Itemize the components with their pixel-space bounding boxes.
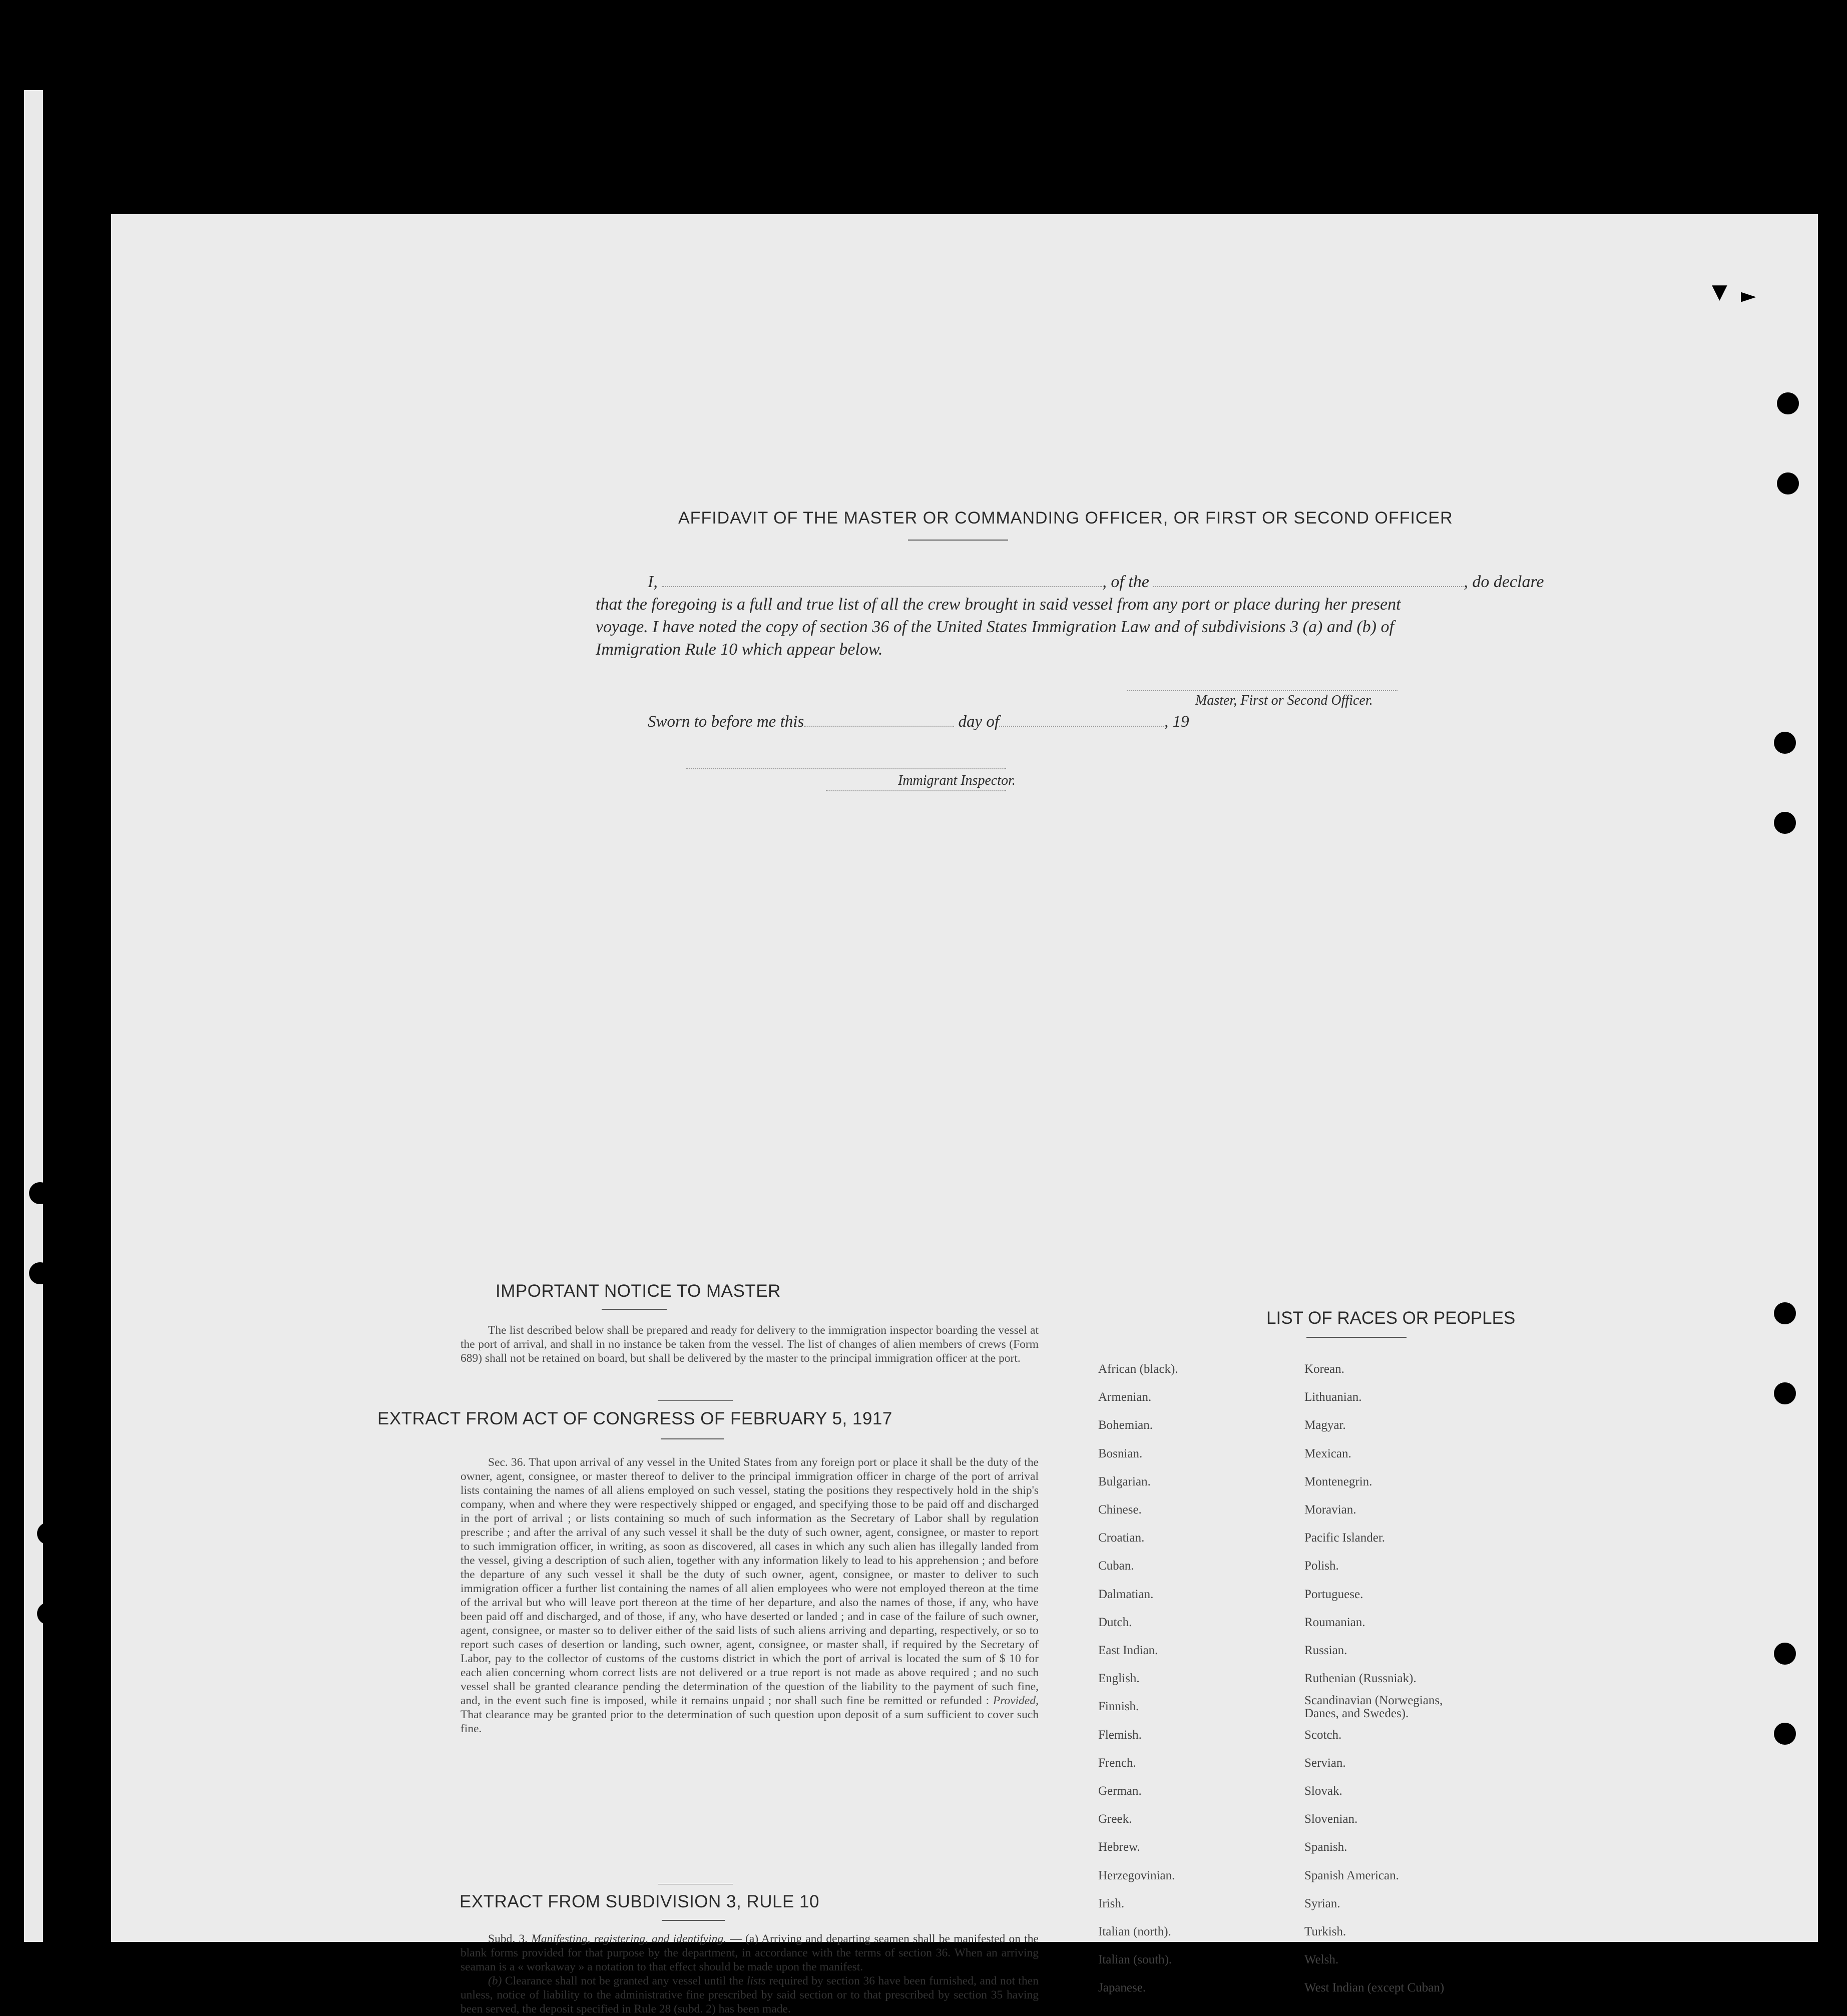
race-item: Polish. xyxy=(1304,1559,1339,1573)
race-item: Pacific Islander. xyxy=(1304,1531,1386,1545)
binder-hole xyxy=(1774,1382,1796,1404)
race-item: Ruthenian (Russniak). xyxy=(1304,1672,1417,1686)
race-item: Bohemian. xyxy=(1098,1418,1153,1432)
race-item: Korean. xyxy=(1304,1362,1344,1376)
race-item: Herzegovinian. xyxy=(1098,1868,1175,1882)
race-item: Bulgarian. xyxy=(1098,1474,1151,1488)
race-item: Russian. xyxy=(1304,1644,1347,1657)
rule-text xyxy=(460,1932,1039,2016)
sec-label: Sec. 36. xyxy=(488,1456,526,1469)
subd-heading: Manifesting, registering, and identifying. xyxy=(531,1932,726,1945)
race-item: Montenegrin. xyxy=(1304,1474,1372,1488)
notice-underline xyxy=(602,1309,667,1310)
left-binding-strip xyxy=(24,90,43,1942)
race-item: German. xyxy=(1098,1784,1142,1798)
rule-paragraph-b xyxy=(460,1974,1039,2016)
subd-label: Subd. 3. xyxy=(488,1932,528,1945)
declare-label: , do declare xyxy=(1464,573,1544,591)
race-item: Portuguese. xyxy=(1304,1587,1363,1601)
binder-hole xyxy=(29,1262,51,1284)
notice-title: IMPORTANT NOTICE TO MASTER xyxy=(496,1281,781,1301)
master-signature-label: Master, First or Second Officer. xyxy=(1195,693,1373,708)
race-item: Dutch. xyxy=(1098,1615,1132,1629)
race-item: Croatian. xyxy=(1098,1531,1145,1545)
master-signature-line[interactable] xyxy=(1127,690,1398,691)
race-item: Italian (south). xyxy=(1098,1953,1172,1967)
race-item: West Indian (except Cuban) xyxy=(1304,1981,1445,1995)
section-divider xyxy=(658,1400,733,1401)
race-item: Roumanian. xyxy=(1304,1615,1365,1629)
title-underline xyxy=(908,540,1008,541)
race-item: Lithuanian. xyxy=(1304,1390,1362,1404)
race-item: Chinese. xyxy=(1098,1503,1142,1517)
declaration-line-1 xyxy=(596,571,1547,593)
binder-hole xyxy=(1774,1643,1796,1665)
race-item: Slovak. xyxy=(1304,1784,1342,1798)
act-title: EXTRACT FROM ACT OF CONGRESS OF FEBRUARY 5, 1917 xyxy=(377,1409,892,1428)
triangle-pointer-icon: ▼ xyxy=(1712,280,1727,303)
race-item: Welsh. xyxy=(1304,1953,1339,1967)
binder-hole xyxy=(1774,812,1796,834)
race-item: Cuban. xyxy=(1098,1559,1134,1573)
inspector-label: Immigrant Inspector. xyxy=(898,773,1016,788)
race-item: Mexican. xyxy=(1304,1446,1351,1460)
race-item: Spanish American. xyxy=(1304,1868,1399,1882)
of-the-label: , of the xyxy=(1102,573,1149,591)
race-item: Finnish. xyxy=(1098,1700,1139,1714)
races-underline xyxy=(1306,1337,1407,1338)
binder-hole xyxy=(37,1523,59,1545)
notice-paragraph: The list described below shall be prepared and ready for delivery to the immigration inspector boarding the vessel at the port of arrival, and shall in no instance be taken from the vessel. The list of changes of alien members of crews (Form 689) shall not be retained on board, but shall be delivered by the master to the principal immigration officer at the port. xyxy=(460,1324,1039,1365)
race-item: Armenian. xyxy=(1098,1390,1152,1404)
act-underline xyxy=(661,1438,724,1439)
race-item: Italian (north). xyxy=(1098,1925,1171,1938)
affidavit-title: AFFIDAVIT OF THE MASTER OR COMMANDING OFFICER, OR FIRST OR SECOND OFFICER xyxy=(678,509,1453,528)
b-label: (b) xyxy=(488,1974,502,1987)
inspector-signature-line[interactable] xyxy=(686,768,1006,769)
sworn-day-field[interactable] xyxy=(804,725,954,727)
b-text-1: Clearance shall not be granted any vessel until the xyxy=(505,1974,744,1987)
race-item: Irish. xyxy=(1098,1896,1125,1910)
binder-hole xyxy=(1774,732,1796,754)
rule-title: EXTRACT FROM SUBDIVISION 3, RULE 10 xyxy=(459,1892,819,1911)
act-text xyxy=(460,1455,1039,1736)
race-item: Turkish. xyxy=(1304,1925,1346,1938)
sworn-label: Sworn to before me this xyxy=(648,713,804,731)
race-item: Scandinavian (Norwegians, xyxy=(1304,1694,1443,1708)
binder-hole xyxy=(37,1603,59,1625)
binder-hole xyxy=(1774,1723,1796,1745)
race-item: Greek. xyxy=(1098,1812,1132,1826)
race-item: Hebrew. xyxy=(1098,1840,1140,1854)
declaration-line-4: Immigration Rule 10 which appear below. xyxy=(596,640,883,659)
a-text: Arriving and departing seamen shall be manifested on the blank forms provided for that purpose by the department, in accordance with the terms of section 36. When an arriving seaman is a « workaway » a notation to that effect should be made upon the manifest. xyxy=(460,1932,1039,1973)
race-item: East Indian. xyxy=(1098,1644,1158,1657)
binder-hole xyxy=(1777,392,1799,414)
race-item: Spanish. xyxy=(1304,1840,1347,1854)
declaration-line-2: that the foregoing is a full and true list of all the crew brought in said vessel from any port or place during her present xyxy=(596,595,1401,614)
race-item: Magyar. xyxy=(1304,1418,1346,1432)
vessel-name-field[interactable] xyxy=(1153,586,1464,587)
act-text-end: That clearance may be granted prior to the determination of such question upon deposit of a sum sufficient to cover such fine. xyxy=(460,1708,1039,1735)
race-item: French. xyxy=(1098,1756,1136,1770)
act-text-body: That upon arrival of any vessel in the United States from any foreign port or place it shall be the duty of the owner, agent, consignee, or master thereof to deliver to the principal immigration officer in charge of the port of arrival lists containing the names of all aliens employed on such vessel, stating the positions they respectively hold in the ship's company, when and where they were respectively shipped or engaged, and specifying those to be paid off and discharged in the port of arrival ; or lists containing so much of such information as the Secretary of Labor shall by regulation prescribe ; and after the arrival of any such vessel it shall be the duty of such owner, agent, consignee, or master to report to such immigration officer, in writing, as soon as discovered, all cases in which any such alien has illegally landed from the vessel, giving a description of such alien, together with any information likely to lead to his apprehension ; and before the departure of any such vessel it shall be the duty of such owner, agent, consignee, or master to deliver to such immigration officer a further list containing the names of all alien employees who were not employed thereon at the time of the arrival but who will leave port thereon at the time of her departure, and also the names of those, if any, who have been paid off and discharged, and of those, if any, who have deserted or landed ; and in case of the failure of such owner, agent, consignee, or master so to deliver either of the said lists of such aliens arriving and departing, respectively, or so to report such cases of desertion or landing, such owner, agent, consignee, or master shall, if required by the Secretary of Labor, pay to the collector of customs of the customs district in which the port of arrival is located the sum of $ 10 for each alien concerning whom correct lists are not delivered or a true report is not made as above required ; and no such vessel shall be granted clearance pending the determination of the question of the liability to the payment of such fine, and, in the event such fine is imposed, while it remains unpaid ; nor shall such fine be remitted or refunded : xyxy=(460,1456,1039,1707)
manifest-page xyxy=(111,214,1818,2015)
b-text-2: required by section 36 have been furnished, and not then unless, notice of liability to the administrative fine prescribed by said section or to that prescribed by section 35 having been served, the deposit specified in Rule 28 (subd. 2) has been made. xyxy=(460,1974,1039,2015)
triangle-pointer-icon: ► xyxy=(1741,284,1756,307)
race-item: Danes, and Swedes). xyxy=(1304,1707,1409,1721)
i-label: I, xyxy=(648,573,658,591)
provided-label: Provided, xyxy=(993,1694,1039,1707)
race-item: Slovenian. xyxy=(1304,1812,1358,1826)
race-item: Scotch. xyxy=(1304,1728,1342,1742)
rule-underline xyxy=(662,1920,725,1921)
master-name-field[interactable] xyxy=(662,586,1102,587)
binder-hole xyxy=(1774,1302,1796,1324)
declaration-line-3: voyage. I have noted the copy of section 36 of the United States Immigration Law and of subdivisions 3 (a) and (b) of xyxy=(596,618,1394,636)
binder-hole xyxy=(29,1182,51,1204)
race-item: Dalmatian. xyxy=(1098,1587,1154,1601)
races-title: LIST OF RACES OR PEOPLES xyxy=(1266,1308,1516,1328)
race-item: Flemish. xyxy=(1098,1728,1142,1742)
race-item: Moravian. xyxy=(1304,1503,1356,1517)
race-item: African (black). xyxy=(1098,1362,1178,1376)
binder-hole xyxy=(1777,472,1799,494)
year-label: , 19 xyxy=(1164,713,1189,731)
a-label: — (a) xyxy=(730,1932,759,1945)
race-item: English. xyxy=(1098,1672,1140,1686)
b-lists: lists xyxy=(747,1974,766,1987)
race-item: Japanese. xyxy=(1098,1981,1146,1995)
sworn-line xyxy=(648,713,1189,731)
inspector-signature-line-2[interactable] xyxy=(826,790,1006,791)
affidavit-declaration xyxy=(596,571,1547,661)
race-item: Bosnian. xyxy=(1098,1446,1143,1460)
sworn-month-field[interactable] xyxy=(999,725,1164,727)
act-paragraph xyxy=(460,1455,1039,1736)
race-item: Syrian. xyxy=(1304,1896,1340,1910)
day-of-label: day of xyxy=(958,713,1000,731)
rule-paragraph-a xyxy=(460,1932,1039,1974)
notice-text xyxy=(460,1323,1039,1365)
race-item: Servian. xyxy=(1304,1756,1346,1770)
